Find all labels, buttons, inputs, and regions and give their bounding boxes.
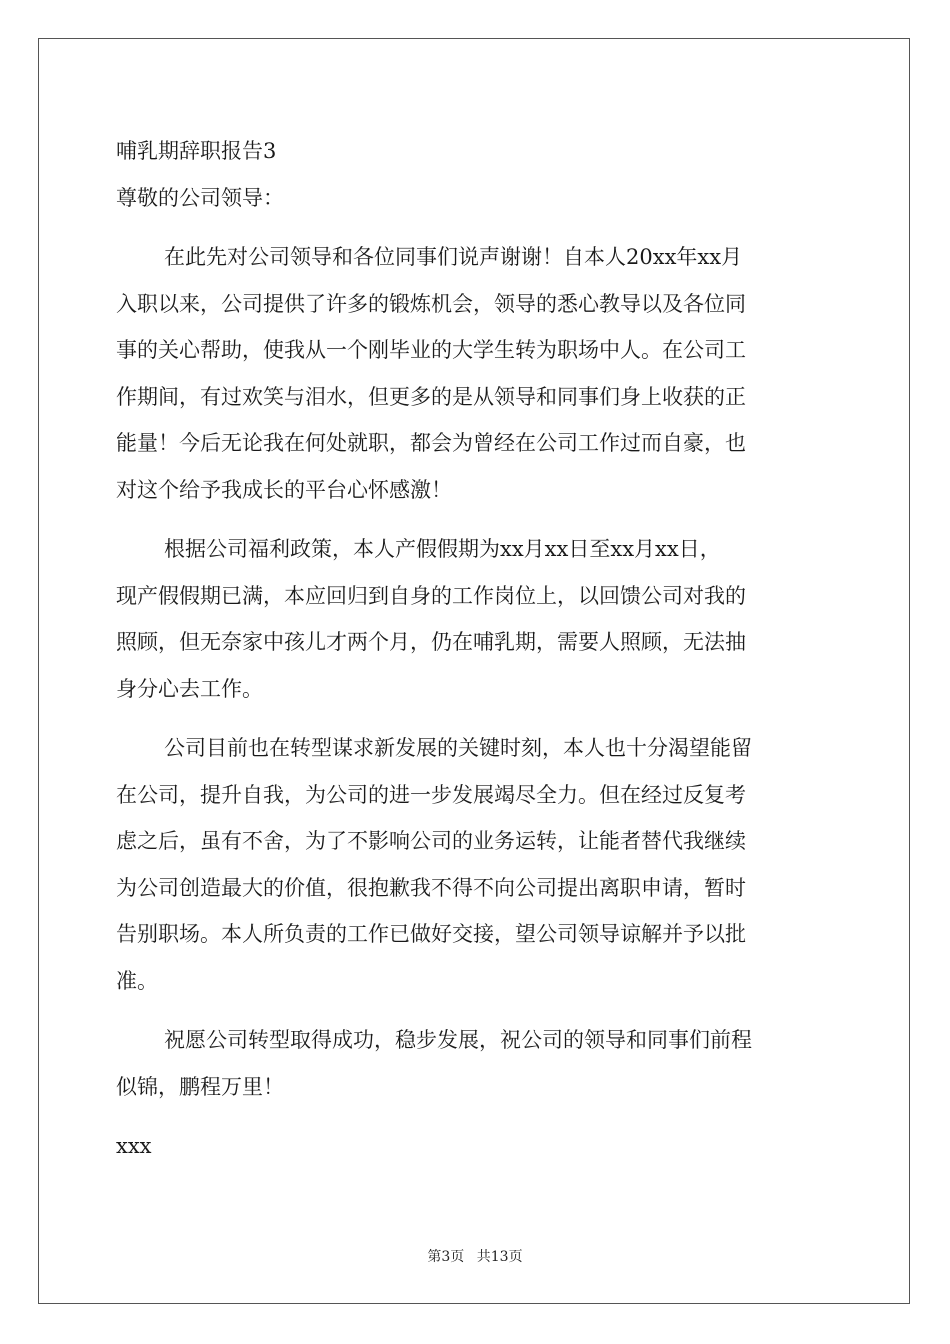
paragraph-line: 身分心去工作。 — [116, 676, 263, 701]
paragraph-4 — [116, 1017, 834, 1110]
salutation: 尊敬的公司领导： — [116, 185, 284, 210]
paragraph-line: 作期间，有过欢笑与泪水，但更多的是从领导和同事们身上收获的正 — [116, 384, 746, 409]
paragraph-line: 似锦，鹏程万里！ — [116, 1074, 284, 1099]
paragraph-line: 为公司创造最大的价值，很抱歉我不得不向公司提出离职申请，暂时 — [116, 875, 746, 900]
paragraph-line: 事的关心帮助，使我从一个刚毕业的大学生转为职场中人。在公司工 — [116, 338, 746, 362]
paragraph-1 — [116, 234, 834, 513]
paragraph-line: 祝愿公司转型取得成功，稳步发展，祝公司的领导和同事们前程 — [164, 1028, 752, 1052]
signature: xxx — [116, 1134, 152, 1158]
paragraph-line: 入职以来，公司提供了许多的锻炼机会，领导的悉心教导以及各位同 — [116, 291, 746, 316]
paragraph-line: 虑之后，虽有不舍，为了不影响公司的业务运转，让能者替代我继续 — [116, 829, 746, 853]
page-total: 共13页 — [476, 1249, 523, 1265]
paragraph-line: 能量！今后无论我在何处就职，都会为曾经在公司工作过而自豪，也 — [116, 431, 746, 455]
paragraph-line: 在公司，提升自我，为公司的进一步发展竭尽全力。但在经过反复考 — [116, 782, 746, 807]
paragraph-3 — [116, 725, 834, 1004]
paragraph-line: 告别职场。本人所负责的工作已做好交接，望公司领导谅解并予以批 — [116, 922, 746, 946]
page-number: 第3页 — [427, 1249, 465, 1265]
paragraph-line: 在此先对公司领导和各位同事们说声谢谢！自本人20xx年xx月 — [164, 245, 743, 269]
document-title: 哺乳期辞职报告3 — [116, 139, 277, 163]
paragraph-line: 准。 — [116, 968, 158, 993]
paragraph-line: 根据公司福利政策，本人产假假期为xx月xx日至xx月xx日， — [164, 537, 721, 561]
document-body — [116, 128, 834, 1170]
paragraph-2 — [116, 526, 834, 712]
paragraph-line: 现产假假期已满，本应回归到自身的工作岗位上，以回馈公司对我的 — [116, 583, 746, 608]
paragraph-line: 公司目前也在转型谋求新发展的关键时刻，本人也十分渴望能留 — [164, 736, 752, 760]
paragraph-line: 照顾，但无奈家中孩儿才两个月，仍在哺乳期，需要人照顾，无法抽 — [116, 630, 746, 654]
page-footer — [0, 1246, 950, 1266]
paragraph-line: 对这个给予我成长的平台心怀感激！ — [116, 477, 452, 502]
